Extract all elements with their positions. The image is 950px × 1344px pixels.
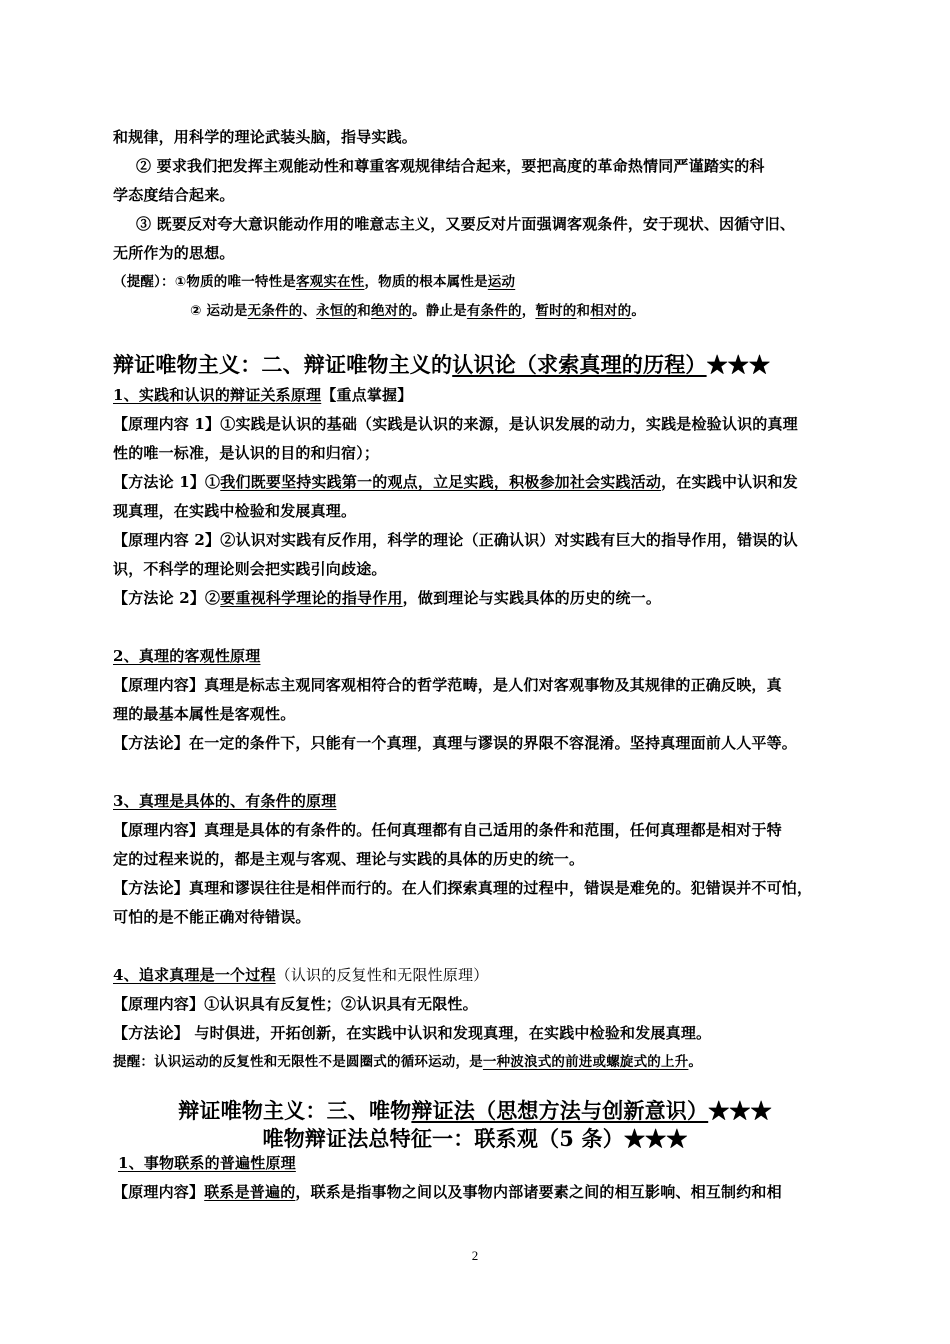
section-subheading: 唯物辩证法总特征一：联系观（5 条）★★★ [262, 1126, 688, 1151]
text-line [113, 471, 798, 493]
text-line: 和规律，用科学的理论武装头脑，指导实践。 [113, 128, 418, 146]
reminder-line [113, 271, 515, 293]
underlined-term: 客观实在性 [295, 274, 365, 290]
reminder-text: ，物质的根本属性是 [364, 274, 488, 290]
principle-label: 【原理内容】 [113, 1183, 205, 1201]
underlined-text: 联系是普遍的 [204, 1183, 296, 1201]
text-span: ，联系是指事物之间以及事物内部诸要素之间的相互影响、相互制约和相 [295, 1183, 782, 1201]
subsection-note: 【重点掌握】 [321, 386, 413, 404]
reminder-text: ② 运动是 [190, 303, 248, 319]
underlined-term: 有条件的 [466, 303, 522, 319]
text-line: 【原理内容】真理是具体的有条件的。任何真理都有自己适用的条件和范围，任何真理都是相对于特 [113, 821, 782, 839]
reminder-text: 提醒：认识运动的反复性和无限性不是圆圈式的循环运动，是 [113, 1054, 483, 1070]
reminder-text: ， [521, 303, 536, 319]
reminder-text: 、 [302, 303, 317, 319]
text-line: 【原理内容 2】②认识对实践有反作用，科学的理论（正确认识）对实践有巨大的指导作用，错误的认 [113, 531, 798, 549]
text-line: 学态度结合起来。 [113, 186, 235, 204]
reminder-label: （提醒）： [113, 274, 175, 290]
text-line: 定的过程来说的，都是主观与客观、理论与实践的具体的历史的统一。 [113, 850, 585, 868]
subsection-title-text: 1、事物联系的普遍性原理 [118, 1154, 296, 1172]
underlined-text: 我们既要坚持实践第一的观点，立足实践，积极参加社会实践活动 [220, 473, 662, 491]
subsection-title [113, 964, 488, 986]
text-line: 理的最基本属性是客观性。 [113, 705, 296, 723]
reminder-line [190, 300, 645, 322]
method-label: 【方法论 2】② [113, 589, 221, 607]
heading-text: 辩证唯物主义：三、唯物 [178, 1098, 412, 1123]
underlined-term: 永恒的 [316, 303, 358, 319]
text-line: 【原理内容】①认识具有反复性；②认识具有无限性。 [113, 995, 478, 1013]
reminder-text: 。 [631, 303, 646, 319]
text-span: ，做到理论与实践具体的历史的统一。 [402, 589, 662, 607]
text-line: 性的唯一标准，是认识的目的和归宿）； [113, 444, 380, 462]
text-line: 【原理内容】真理是标志主观同客观相符合的哲学范畴，是人们对客观事物及其规律的正确反映，真 [113, 676, 782, 694]
text-line: 识，不科学的理论则会把实践引向歧途。 [113, 560, 387, 578]
text-span: ，在实践中认识和发 [661, 473, 798, 491]
page-number: 2 [471, 1248, 479, 1263]
text-line [113, 587, 661, 609]
subsection-title-text: 3、真理是具体的、有条件的原理 [113, 792, 337, 810]
subsection-title [113, 384, 412, 406]
heading-underlined: 辩证法（思想方法与创新意识） [411, 1098, 709, 1123]
subsection-title-text: 1、实践和认识的辩证关系原理 [113, 386, 322, 404]
section-heading [0, 1096, 950, 1126]
subsection-title [118, 1152, 296, 1174]
text-line [113, 1181, 782, 1203]
reminder-text: ①物质的唯一特性是 [174, 274, 296, 290]
reminder-text: 。 [688, 1054, 703, 1070]
method-label: 【方法论 1】① [113, 473, 221, 491]
heading-stars: ★★★ [708, 1098, 772, 1123]
text-line: 现真理，在实践中检验和发展真理。 [113, 502, 357, 520]
subsection-title-text: 2、真理的客观性原理 [113, 647, 261, 665]
text-line: 【原理内容 1】①实践是认识的基础（实践是认识的来源，是认识发展的动力，实践是检验认识的真理 [113, 415, 798, 433]
underlined-text: 要重视科学理论的指导作用 [220, 589, 403, 607]
text-line: 【方法论】 与时俱进，开拓创新，在实践中认识和发现真理，在实践中检验和发展真理。 [113, 1024, 712, 1042]
underlined-term: 运动 [487, 274, 516, 290]
subsection-title-text: 4、追求真理是一个过程 [113, 966, 276, 984]
text-line: 【方法论】真理和谬误往往是相伴而行的。在人们探索真理的过程中，错误是难免的。犯错误并不可怕， [113, 879, 813, 897]
underlined-term: 相对的 [590, 303, 632, 319]
reminder-text: 和 [357, 303, 371, 319]
subsection-title [113, 790, 336, 812]
heading-underlined: 认识论（求索真理的历程） [452, 352, 707, 377]
underlined-term: 绝对的 [370, 303, 413, 319]
underlined-term: 一种波浪式的前进或螺旋式的上升 [482, 1054, 689, 1070]
reminder-line [113, 1051, 702, 1073]
text-line: 无所作为的思想。 [113, 244, 235, 262]
underlined-term: 无条件的 [247, 303, 303, 319]
underlined-term: 暂时的 [535, 303, 577, 319]
heading-stars: ★★★ [706, 352, 771, 377]
text-line: 可怕的是不能正确对待错误。 [113, 908, 311, 926]
text-line: 【方法论】在一定的条件下，只能有一个真理，真理与谬误的界限不容混淆。坚持真理面前人人平等。 [113, 734, 798, 752]
reminder-text: 。静止是 [412, 303, 467, 319]
heading-text: 辩证唯物主义：二、辩证唯物主义的 [113, 352, 453, 377]
text-line: ③ 既要反对夸大意识能动作用的唯意志主义，又要反对片面强调客观条件，安于现状、因循守旧、 [136, 215, 796, 233]
reminder-text: 和 [576, 303, 591, 319]
text-line: ② 要求我们把发挥主观能动性和尊重客观规律结合起来，要把高度的革命热情同严谨踏实的科 [136, 157, 765, 175]
subsection-note: （认识的反复性和无限性原理） [275, 966, 489, 984]
subsection-title [113, 645, 260, 667]
section-heading [113, 350, 770, 380]
